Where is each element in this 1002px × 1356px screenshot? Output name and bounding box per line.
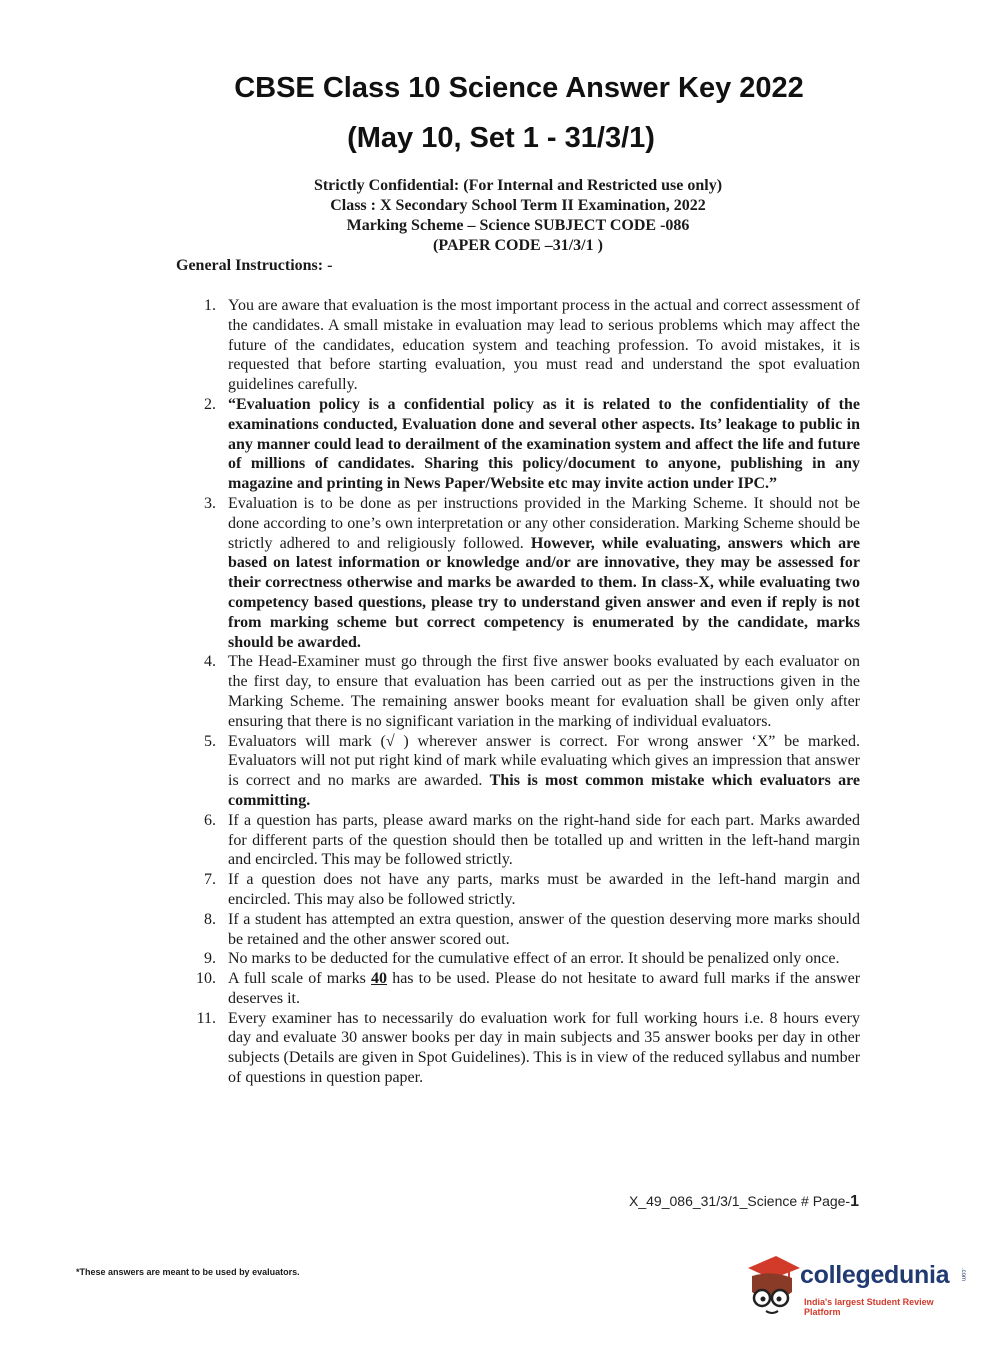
- instruction-item: 9. No marks to be deducted for the cumulative effect of an error. It should be penalized only once.: [204, 950, 840, 968]
- class-line: Class : X Secondary School Term II Examination, 2022: [330, 197, 706, 214]
- instruction-item: 8. If a student has attempted an extra question, answer of the question deserving more marks should be retained and the other answer scored out.: [204, 910, 860, 948]
- full-marks-value: 40: [371, 970, 388, 988]
- instruction-text-bold: This is most common mistake which evaluators are committing.: [228, 772, 861, 809]
- collegedunia-logo: [742, 1248, 972, 1320]
- instruction-item: 6. If a question has parts, please award marks on the right-hand side for each part. Marks awarded for different parts of the question should then be totalled up and written in the left-hand margin and encircled. This may be followed strictly.: [204, 811, 860, 869]
- instruction-text-bold: “Evaluation policy is a confidential policy as it is related to the confidentiality of the examinations conducted, Evaluation done and several other aspects. Its’ leakage to public in any manner could lead to derailment of the examination system and affect the life and future of millions of candidates. Sharing this policy/document to anyone, publishing in any magazine and printing in News Paper/Website etc may invite action under IPC.”: [228, 395, 860, 493]
- instruction-item: 1. You are aware that evaluation is the most important process in the actual and correct assessment of the candidates. A small mistake in evaluation may lead to serious problems which may affect the future of the candidates, education system and teaching profession. To avoid mistakes, it is requested that before starting evaluation, you must read and understand the spot evaluation guidelines carefully.: [204, 297, 860, 394]
- paper-code-line: (PAPER CODE –31/3/1 ): [433, 237, 603, 254]
- instructions-list: [176, 296, 860, 1088]
- instruction-text: Every examiner has to necessarily do evaluation work for full working hours i.e. 8 hours every day and evaluate 30 answer books per day in main subjects and 35 answer books per day in other subjects (Details are given in Spot Guidelines). This is in view of the reduced syllabus and number of questions in question paper.: [228, 1009, 861, 1087]
- logo-tagline: India's largest Student Review Platform: [804, 1297, 934, 1317]
- page-footer-label: X_49_086_31/3/1_Science # Page-: [629, 1193, 851, 1209]
- general-instructions-heading: General Instructions: -: [176, 257, 333, 274]
- instruction-text: No marks to be deducted for the cumulative effect of an error. It should be penalized only once.: [228, 950, 840, 968]
- footnote: *These answers are meant to be used by evaluators.: [76, 1267, 300, 1277]
- instruction-item: 7. If a question does not have any parts, marks must be awarded in the left-hand margin and encircled. This may also be followed strictly.: [204, 871, 860, 908]
- instruction-text: If a question does not have any parts, marks must be awarded in the left-hand margin and encircled. This may also be followed strictly.: [228, 871, 860, 908]
- page-number: 1: [850, 1193, 859, 1210]
- instruction-text: has to be used. Please do not hesitate to award full marks if the answer deserves it.: [228, 970, 861, 1007]
- instruction-text: The Head-Examiner must go through the first five answer books evaluated by each evaluator on the first day, to ensure that evaluation has been carried out as per the instructions given in the Marking Scheme. The remaining answer books meant for evaluation shall be given only after ensuring that there is no significant variation in the marking of individual evaluators.: [228, 653, 860, 730]
- instruction-text: You are aware that evaluation is the most important process in the actual and correct assessment of the candidates. A small mistake in evaluation may lead to serious problems which may affect the future of the candidates, education system and teaching profession. To avoid mistakes, it is requested that before starting evaluation, you must read and understand the spot evaluation guidelines carefully.: [228, 297, 860, 394]
- instruction-item: 5. Evaluators will mark (√ ) wherever answer is correct. For wrong answer ‘X” be marked. Evaluators will not put right kind of mark while evaluating which gives an impression that answer is correct and no marks are awarded. This is most common mistake which evaluators are committing.: [204, 732, 861, 809]
- confidential-line: Strictly Confidential: (For Internal and Restricted use only): [313, 177, 723, 194]
- logo-wordmark: collegedunia: [800, 1261, 950, 1289]
- logo-suffix: .com: [960, 1268, 966, 1282]
- instruction-text: If a student has attempted an extra question, answer of the question deserving more marks should be retained and the other answer scored out.: [228, 910, 860, 948]
- instruction-text: Evaluation is to be done as per instructions provided in the Marking Scheme. It should not be done according to one’s own interpretation or any other consideration. Marking Scheme should be strictly adhered to and religiously followed.: [228, 494, 860, 552]
- instruction-text: If a question has parts, please award marks on the right-hand side for each part. Marks awarded for different parts of the question should then be totalled up and written in the left-hand margin and encircled. This may be followed strictly.: [228, 811, 860, 869]
- instruction-text: A full scale of marks: [228, 970, 366, 988]
- marking-scheme-line: Marking Scheme – Science SUBJECT CODE -086: [346, 217, 690, 234]
- instruction-text-bold: However, while evaluating, answers which are based on latest information or knowledge and/or are innovative, they may be assessed for their correctness otherwise and marks be awarded to them. In class-X, while evaluating two competency based questions, please try to understand given answer and even if reply is not from marking scheme but correct competency is enumerated by the candidate, marks should be awarded.: [228, 534, 860, 651]
- instruction-text: Evaluators will mark (√ ) wherever answer is correct. For wrong answer ‘X” be marked. Evaluators will not put right kind of mark while evaluating which gives an impression that answer is correct and no marks are awarded.: [228, 732, 860, 790]
- instruction-item: 3. Evaluation is to be done as per instructions provided in the Marking Scheme. It should not be done according to one’s own interpretation or any other consideration. Marking Scheme should be strictly adhered to and religiously followed. However, while evaluating, answers which are based on latest information or knowledge and/or are innovative, they may be assessed for their correctness otherwise and marks be awarded to them. In class-X, while evaluating two competency based questions, please try to understand given answer and even if reply is not from marking scheme but correct competency is enumerated by the candidate, marks should be awarded.: [204, 494, 860, 651]
- instruction-item: 2. “Evaluation policy is a confidential policy as it is related to the confidentiality of the examinations conducted, Evaluation done and several other aspects. Its’ leakage to public in any manner could lead to derailment of the examination system and affect the life and future of millions of candidates. Sharing this policy/document to anyone, publishing in any magazine and printing in News Paper/Website etc may invite action under IPC.”: [204, 395, 860, 493]
- instruction-item: 10. A full scale of marks 40 has to be used. Please do not hesitate to award full marks if the answer deserves it.: [196, 970, 861, 1007]
- mascot-icon: [742, 1248, 802, 1320]
- document-header: [0, 176, 1002, 256]
- instruction-item: 4. The Head-Examiner must go through the first five answer books evaluated by each evaluator on the first day, to ensure that evaluation has been carried out as per the instructions given in the Marking Scheme. The remaining answer books meant for evaluation shall be given only after ensuring that there is no significant variation in the marking of individual evaluators.: [204, 653, 860, 730]
- page-title: CBSE Class 10 Science Answer Key 2022: [234, 72, 804, 104]
- instruction-item: 11. Every examiner has to necessarily do evaluation work for full working hours i.e. 8 hours every day and evaluate 30 answer books per day in main subjects and 35 answer books per day in other subjects (Details are given in Spot Guidelines). This is in view of the reduced syllabus and number of questions in question paper.: [196, 1009, 861, 1087]
- page-footer: [629, 1193, 859, 1211]
- page-subtitle: (May 10, Set 1 - 31/3/1): [347, 122, 655, 154]
